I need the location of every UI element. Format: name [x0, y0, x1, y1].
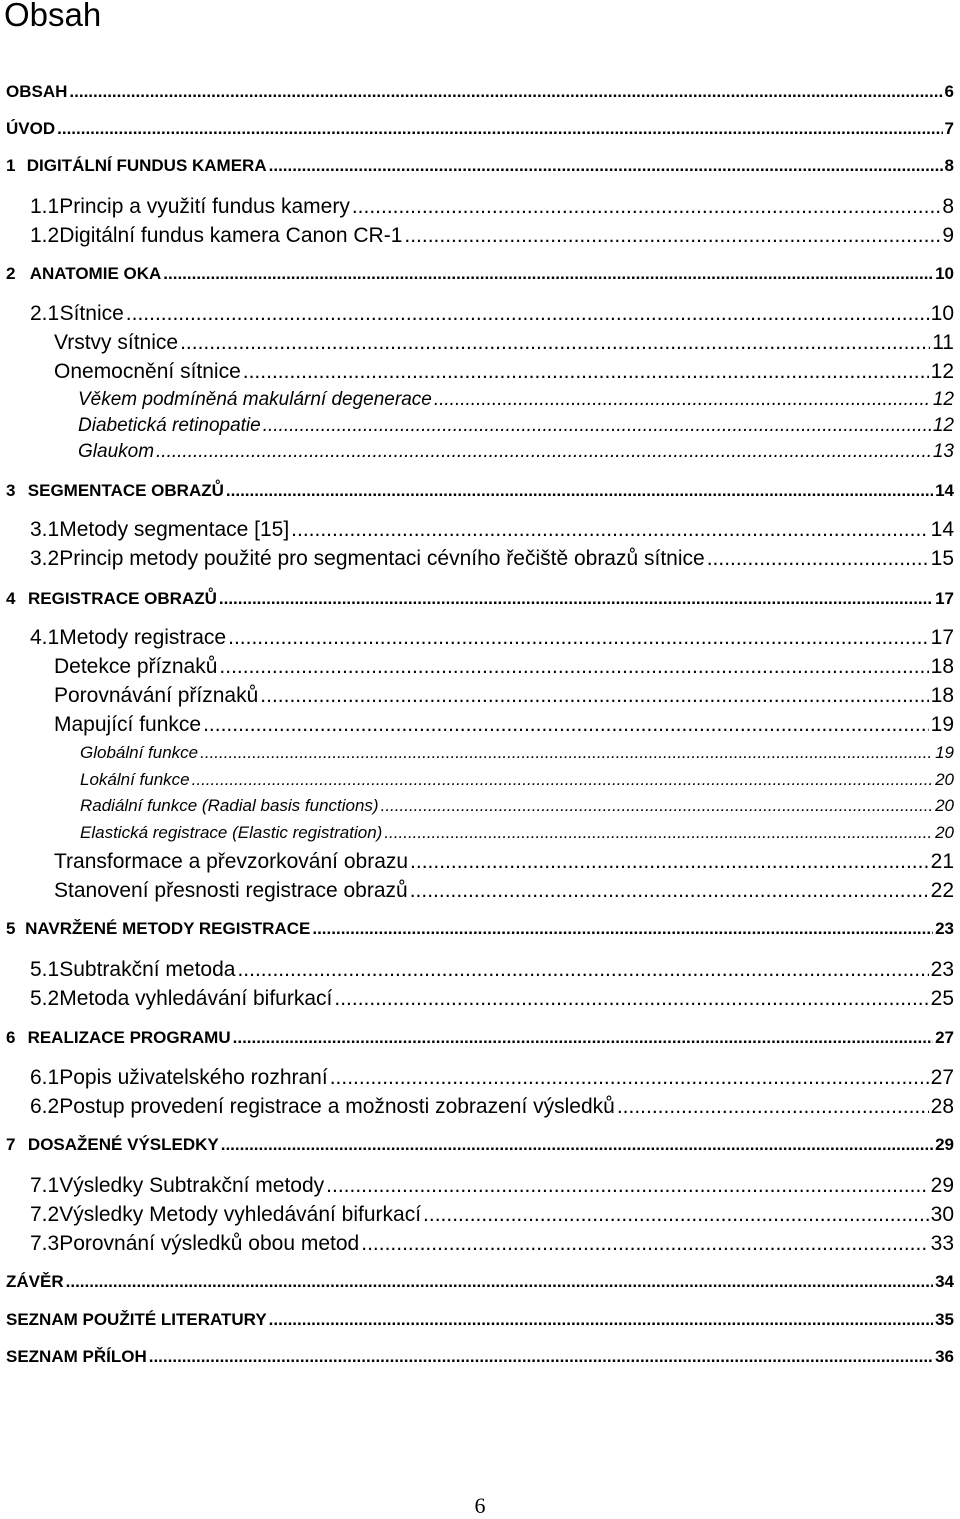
toc-entry-section-6-1[interactable]	[30, 1067, 954, 1088]
toc-leader	[149, 1348, 933, 1365]
toc-entry-page: 10	[930, 302, 954, 325]
toc-leader	[423, 1204, 929, 1225]
toc-entry-number: 5	[6, 919, 16, 938]
toc-entry-label: REGISTRACE OBRAZŮ	[27, 589, 217, 608]
toc-entry-page: 8	[944, 156, 954, 175]
toc-leader	[180, 332, 930, 353]
toc-entry-label: Výsledky Metody vyhledávání bifurkací	[59, 1203, 422, 1226]
toc-leader	[156, 442, 931, 461]
toc-entry-vrstvy-sitnice[interactable]	[54, 332, 954, 353]
toc-entry-uvod[interactable]	[6, 120, 954, 137]
toc-entry-label: DOSAŽENÉ VÝSLEDKY	[27, 1135, 219, 1154]
toc-entry-label: Subtrakční metoda	[59, 958, 236, 981]
toc-entry-section-6-2[interactable]	[30, 1096, 954, 1117]
toc-leader	[233, 1029, 933, 1046]
toc-entry-page: 23	[935, 919, 954, 938]
toc-entry-page: 14	[935, 481, 954, 500]
toc-leader	[404, 225, 940, 246]
toc-leader	[221, 1136, 933, 1153]
toc-entry-page: 12	[932, 389, 954, 410]
toc-entry-page: 29	[935, 1135, 954, 1154]
toc-leader	[352, 196, 940, 217]
toc-leader	[361, 1233, 928, 1254]
toc-entry-page: 27	[935, 1028, 954, 1047]
toc-entry-page: 19	[935, 743, 954, 762]
toc-entry-label: Radiální funkce (Radial basis functions)	[80, 796, 379, 815]
toc-entry-zaver[interactable]	[6, 1273, 954, 1290]
toc-entry-page: 11	[932, 331, 954, 354]
toc-entry-page: 13	[932, 441, 954, 462]
toc-entry-page: 8	[942, 195, 954, 218]
toc-entry-number: 4.1	[30, 626, 60, 649]
toc-entry-label: Popis uživatelského rozhraní	[59, 1066, 328, 1089]
toc-entry-label: Digitální fundus kamera Canon CR-1	[59, 224, 403, 247]
toc-entry-seznam-literatury[interactable]	[6, 1311, 954, 1328]
toc-entry-number: 7.1	[30, 1174, 60, 1197]
toc-entry-label: ZÁVĚR	[6, 1272, 64, 1291]
toc-entry-elasticka-registrace[interactable]	[80, 824, 954, 841]
toc-entry-label: Transformace a převzorkování obrazu	[54, 850, 409, 873]
toc-entry-number: 3.2	[30, 547, 60, 570]
toc-entry-section-1-1[interactable]	[30, 196, 954, 217]
toc-entry-page: 12	[930, 360, 954, 383]
toc-entry-mapujici-funkce[interactable]	[54, 714, 954, 735]
toc-entry-page: 20	[935, 770, 954, 789]
toc-entry-label: Princip metody použité pro segmentaci cévního řečiště obrazů sítnice	[59, 547, 705, 570]
toc-entry-label: Vrstvy sítnice	[54, 331, 179, 354]
toc-entry-chapter-4[interactable]	[6, 590, 954, 607]
toc-entry-label: Porovnání výsledků obou metod	[59, 1232, 360, 1255]
toc-entry-page: 33	[930, 1232, 954, 1255]
toc-entry-number: 5.1	[30, 958, 60, 981]
toc-entry-chapter-6[interactable]	[6, 1029, 954, 1046]
toc-leader	[291, 519, 928, 540]
toc-entry-label: Princip a využití fundus kamery	[59, 195, 350, 218]
toc-entry-page: 36	[935, 1347, 954, 1366]
toc-entry-label: Onemocnění sítnice	[54, 360, 241, 383]
toc-entry-page: 6	[944, 82, 954, 101]
toc-entry-number: 6.2	[30, 1095, 60, 1118]
toc-entry-page: 17	[935, 589, 954, 608]
toc-entry-section-3-1[interactable]	[30, 519, 954, 540]
toc-entry-label: Věkem podmíněná makulární degenerace	[78, 389, 432, 410]
toc-entry-radialni-funkce[interactable]	[80, 797, 954, 814]
toc-leader	[126, 303, 929, 324]
toc-entry-page: 18	[930, 684, 954, 707]
toc-leader	[326, 1175, 928, 1196]
toc-entry-page: 22	[930, 879, 954, 902]
toc-entry-section-4-1[interactable]	[30, 627, 954, 648]
toc-entry-label: ANATOMIE OKA	[29, 264, 162, 283]
toc-entry-label: Globální funkce	[80, 743, 199, 762]
toc-entry-section-1-2[interactable]	[30, 225, 954, 246]
toc-entry-page: 29	[930, 1174, 954, 1197]
toc-entry-page: 7	[944, 119, 954, 138]
toc-entry-section-5-2[interactable]	[30, 988, 954, 1009]
toc-leader	[203, 714, 929, 735]
toc-leader	[384, 824, 933, 841]
toc-leader	[410, 851, 929, 872]
toc-entry-number: 7.3	[30, 1232, 60, 1255]
toc-entry-section-3-2[interactable]	[30, 548, 954, 569]
toc-leader	[219, 590, 933, 607]
toc-leader	[312, 920, 933, 937]
toc-entry-page: 21	[930, 850, 954, 873]
toc-entry-label: Metody segmentace [15]	[59, 518, 290, 541]
toc-entry-porovnavani-priznaku[interactable]	[54, 685, 954, 706]
toc-entry-section-7-3[interactable]	[30, 1233, 954, 1254]
toc-entry-diabeticka-retinopatie[interactable]	[78, 416, 954, 435]
toc-entry-label: Detekce příznaků	[54, 655, 218, 678]
toc-leader	[617, 1096, 929, 1117]
toc-entry-makularni-degenerace[interactable]	[78, 390, 954, 409]
toc-entry-chapter-7[interactable]	[6, 1136, 954, 1153]
toc-entry-label: REALIZACE PROGRAMU	[27, 1028, 231, 1047]
toc-leader	[192, 771, 933, 788]
toc-entry-section-7-2[interactable]	[30, 1204, 954, 1225]
toc-entry-transformace[interactable]	[54, 851, 954, 872]
toc-leader	[219, 656, 928, 677]
toc-entry-chapter-5[interactable]	[6, 920, 954, 937]
toc-entry-label: Výsledky Subtrakční metody	[59, 1174, 325, 1197]
page-title: Obsah	[4, 0, 102, 33]
toc-entry-page: 34	[935, 1272, 954, 1291]
toc-leader	[226, 482, 933, 499]
toc-entry-label: SEZNAM PŘÍLOH	[6, 1347, 147, 1366]
toc-entry-label: DIGITÁLNÍ FUNDUS KAMERA	[26, 156, 267, 175]
toc-entry-label: Sítnice	[59, 302, 124, 325]
toc-entry-number: 3.1	[30, 518, 60, 541]
toc-entry-page: 15	[930, 547, 954, 570]
toc-leader	[66, 1273, 933, 1290]
toc-entry-number: 2	[6, 264, 16, 283]
toc-entry-page: 27	[930, 1066, 954, 1089]
toc-entry-chapter-3[interactable]	[6, 482, 954, 499]
toc-entry-section-7-1[interactable]	[30, 1175, 954, 1196]
toc-entry-page: 10	[935, 264, 954, 283]
toc-entry-lokalni-funkce[interactable]	[80, 771, 954, 788]
toc-entry-section-5-1[interactable]	[30, 959, 954, 980]
toc-entry-label: Elastická registrace (Elastic registration)	[80, 823, 383, 842]
toc-entry-label: Metody registrace	[59, 626, 227, 649]
toc-entry-label: Metoda vyhledávání bifurkací	[59, 987, 333, 1010]
toc-entry-label: Postup provedení registrace a možnosti zobrazení výsledků	[59, 1095, 615, 1118]
toc-entry-section-2-1[interactable]	[30, 303, 954, 324]
toc-leader	[237, 959, 928, 980]
page-number: 6	[474, 1493, 486, 1518]
toc-entry-page: 14	[930, 518, 954, 541]
toc-leader	[434, 390, 931, 409]
toc-entry-label: SEZNAM POUŽITÉ LITERATURY	[6, 1310, 267, 1329]
toc-entry-page: 20	[935, 796, 954, 815]
toc-entry-chapter-1[interactable]	[6, 157, 954, 174]
toc-entry-stanoveni-presnosti[interactable]	[54, 880, 954, 901]
toc-entry-page: 30	[930, 1203, 954, 1226]
toc-entry-number: 1.1	[30, 195, 60, 218]
toc-entry-number: 6.1	[30, 1066, 60, 1089]
toc-entry-number: 5.2	[30, 987, 60, 1010]
toc-entry-label: NAVRŽENÉ METODY REGISTRACE	[25, 919, 311, 938]
toc-entry-label: Stanovení přesnosti registrace obrazů	[54, 879, 408, 902]
toc-entry-label: Glaukom	[78, 441, 155, 462]
toc-entry-page: 20	[935, 823, 954, 842]
toc-entry-label: Porovnávání příznaků	[54, 684, 259, 707]
toc-entry-page: 25	[930, 987, 954, 1010]
toc-leader	[334, 988, 928, 1009]
toc-leader	[163, 265, 933, 282]
toc-leader	[243, 361, 929, 382]
toc-entry-page: 19	[930, 713, 954, 736]
toc-entry-label: SEGMENTACE OBRAZŮ	[27, 481, 224, 500]
toc-entry-detekce-priznaku[interactable]	[54, 656, 954, 677]
toc-leader	[330, 1067, 929, 1088]
toc-entry-label: ÚVOD	[6, 119, 56, 138]
toc-entry-number: 1	[6, 156, 16, 175]
toc-entry-number: 1.2	[30, 224, 60, 247]
toc-entry-number: 7.2	[30, 1203, 60, 1226]
toc-entry-obsah[interactable]	[6, 83, 954, 100]
toc-entry-label: Diabetická retinopatie	[78, 415, 261, 436]
toc-leader	[69, 83, 942, 100]
toc-entry-page: 23	[930, 958, 954, 981]
toc-leader	[707, 548, 929, 569]
toc-leader	[263, 416, 931, 435]
toc-entry-seznam-priloh[interactable]	[6, 1348, 954, 1365]
toc-leader	[200, 744, 933, 761]
toc-entry-chapter-2[interactable]	[6, 265, 954, 282]
toc-leader	[269, 1311, 933, 1328]
toc-entry-label: Lokální funkce	[80, 770, 190, 789]
toc-entry-number: 2.1	[30, 302, 60, 325]
toc-entry-page: 12	[932, 415, 954, 436]
toc-entry-label: Mapující funkce	[54, 713, 202, 736]
toc-entry-page: 17	[930, 626, 954, 649]
toc-entry-number: 4	[6, 589, 16, 608]
toc-entry-label: OBSAH	[6, 82, 68, 101]
toc-leader	[269, 157, 943, 174]
toc-entry-page: 35	[935, 1310, 954, 1329]
toc-leader	[260, 685, 928, 706]
toc-entry-page: 28	[930, 1095, 954, 1118]
toc-entry-number: 6	[6, 1028, 16, 1047]
toc-leader	[57, 120, 942, 137]
toc-entry-number: 3	[6, 481, 16, 500]
toc-entry-globalni-funkce[interactable]	[80, 744, 954, 761]
toc-leader	[410, 880, 929, 901]
toc-leader	[381, 797, 933, 814]
toc-entry-page: 9	[942, 224, 954, 247]
toc-entry-onemocneni-sitnice[interactable]	[54, 361, 954, 382]
toc-entry-glaukom[interactable]	[78, 442, 954, 461]
toc-entry-number: 7	[6, 1135, 16, 1154]
toc-leader	[228, 627, 929, 648]
toc-entry-page: 18	[930, 655, 954, 678]
